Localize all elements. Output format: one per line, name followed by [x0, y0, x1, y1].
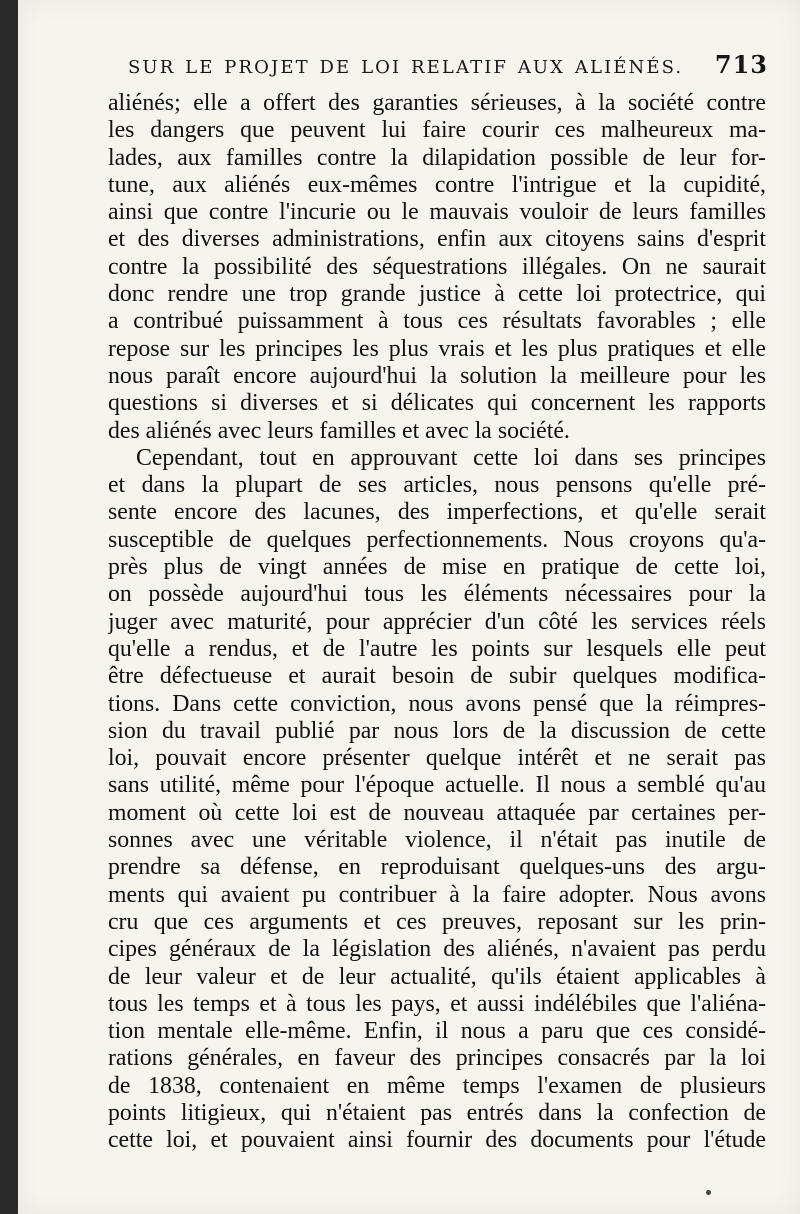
page-number: 713	[714, 50, 768, 79]
text-line: loi, pouvait encore présenter quelque intérêt et ne serait pas	[108, 745, 766, 772]
text-line: près plus de vingt années de mise en pratique de cette loi,	[108, 554, 766, 581]
text-line: sans utilité, même pour l'époque actuelle. Il nous a semblé qu'au	[108, 772, 766, 799]
text-line: contre la possibilité des séquestrations illégales. On ne saurait	[108, 253, 766, 280]
text-line: nous paraît encore aujourd'hui la solution la meilleure pour les	[108, 362, 766, 389]
text-line: sente encore des lacunes, des imperfections, et qu'elle serait	[108, 499, 766, 526]
text-line: juger avec maturité, pour apprécier d'un côté les services réels	[108, 608, 766, 635]
text-line: on possède aujourd'hui tous les éléments nécessaires pour la	[108, 581, 766, 608]
paragraph-2	[108, 445, 766, 1155]
text-line: sonnes avec une véritable violence, il n'était pas inutile de	[108, 827, 766, 854]
scanned-page	[18, 0, 800, 1214]
running-head: SUR LE PROJET DE LOI RELATIF AUX ALIÉNÉS.	[128, 57, 684, 78]
text-line: lades, aux familles contre la dilapidation possible de leur for-	[108, 144, 766, 171]
text-line: ainsi que contre l'incurie ou le mauvais vouloir de leurs familles	[108, 199, 766, 226]
text-line: prendre sa défense, en reproduisant quelques-uns des argu-	[108, 854, 766, 881]
text-line: et dans la plupart de ses articles, nous pensons qu'elle pré-	[108, 472, 766, 499]
text-line: de 1838, contenaient en même temps l'examen de plusieurs	[108, 1072, 766, 1099]
text-line: tune, aux aliénés eux-mêmes contre l'intrigue et la cupidité,	[108, 171, 766, 198]
text-line: repose sur les principes les plus vrais et les plus pratiques et elle	[108, 335, 766, 362]
text-line: et des diverses administrations, enfin aux citoyens sains d'esprit	[108, 226, 766, 253]
text-line: questions si diverses et si délicates qui concernent les rapports	[108, 390, 766, 417]
text-line: points litigieux, qui n'étaient pas entrés dans la confection de	[108, 1099, 766, 1126]
text-line: tions. Dans cette conviction, nous avons pensé que la réimpres-	[108, 690, 766, 717]
text-line: aliénés; elle a offert des garanties sérieuses, à la société contre	[108, 90, 766, 116]
text-line: être défectueuse et aurait besoin de subir quelques modifica-	[108, 663, 766, 690]
text-line: susceptible de quelques perfectionnements. Nous croyons qu'a-	[108, 526, 766, 553]
print-speck	[706, 1190, 711, 1195]
text-line: de leur valeur et de leur actualité, qu'ils étaient applicables à	[108, 963, 766, 990]
text-line: cette loi, et pouvaient ainsi fournir des documents pour l'étude	[108, 1127, 766, 1154]
text-line: ments qui avaient pu contribuer à la faire adopter. Nous avons	[108, 881, 766, 908]
text-line: des aliénés avec leurs familles et avec la société.	[108, 417, 570, 444]
text-line: Cependant, tout en approuvant cette loi dans ses principes	[136, 444, 766, 471]
text-line: moment où cette loi est de nouveau attaquée par certaines per-	[108, 799, 766, 826]
body-text	[108, 90, 766, 1155]
text-line: les dangers que peuvent lui faire courir ces malheureux ma-	[108, 117, 766, 144]
text-line: cru que ces arguments et ces preuves, reposant sur les prin-	[108, 908, 766, 935]
text-line: tion mentale elle-même. Enfin, il nous a paru que ces considé-	[108, 1018, 766, 1045]
text-line: sion du travail publié par nous lors de la discussion de cette	[108, 717, 766, 744]
text-line: qu'elle a rendus, et de l'autre les points sur lesquels elle peut	[108, 635, 766, 662]
text-line: a contribué puissamment à tous ces résultats favorables ; elle	[108, 308, 766, 335]
text-line: donc rendre une trop grande justice à cette loi protectrice, qui	[108, 281, 766, 308]
text-line: tous les temps et à tous les pays, et aussi indélébiles que l'aliéna-	[108, 990, 766, 1017]
page-header	[128, 50, 768, 82]
text-line: rations générales, en faveur des principes consacrés par la loi	[108, 1045, 766, 1072]
paragraph-1	[108, 90, 766, 445]
text-line: cipes généraux de la législation des aliénés, n'avaient pas perdu	[108, 936, 766, 963]
